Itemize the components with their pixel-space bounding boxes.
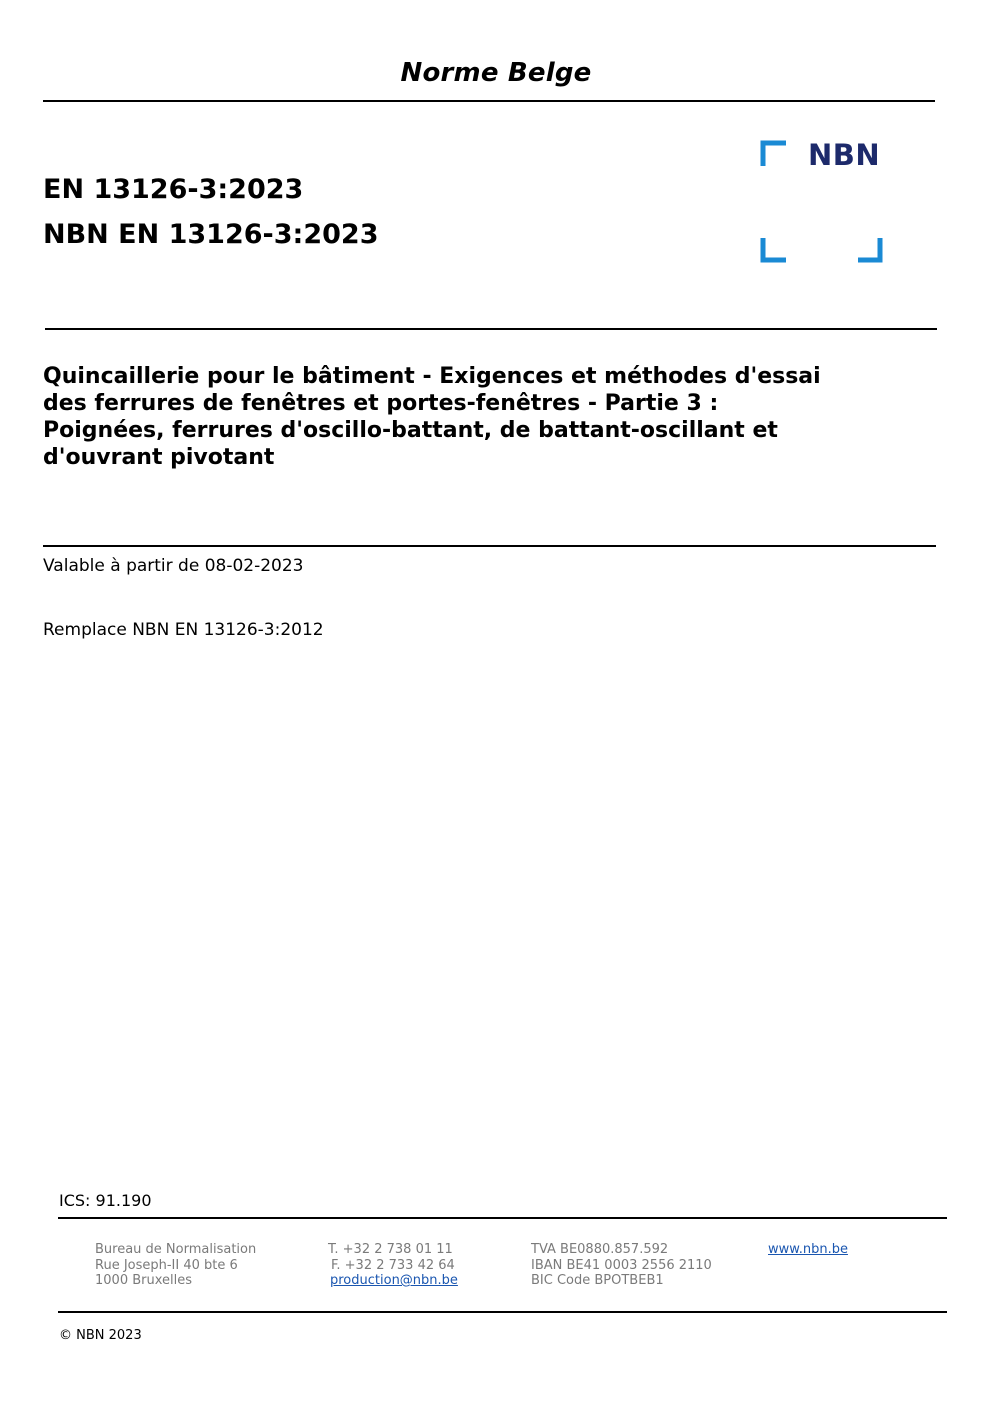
nbn-logo-text: NBN [808, 138, 881, 172]
footer-contact [328, 1242, 458, 1289]
title-bottom-divider [43, 545, 936, 547]
header-title: Norme Belge [400, 58, 592, 88]
iban-number: IBAN BE41 0003 2556 2110 [531, 1257, 712, 1273]
footer-bottom-divider [58, 1311, 947, 1313]
header-divider [43, 100, 935, 102]
footer-top-divider [58, 1217, 947, 1219]
nbn-standard-number: NBN EN 13126-3:2023 [43, 219, 379, 250]
address-line: 1000 Bruxelles [95, 1273, 193, 1288]
vat-number: TVA BE0880.857.592 [531, 1242, 669, 1257]
replaces-standard: Remplace NBN EN 13126-3:2012 [43, 620, 324, 640]
footer-web [768, 1242, 848, 1258]
address-line: Bureau de Normalisation [95, 1242, 257, 1257]
title-line: d'ouvrant pivotant [43, 445, 275, 470]
footer-address [95, 1242, 256, 1289]
title-line: Quincaillerie pour le bâtiment - Exigences et méthodes d'essai [43, 364, 821, 389]
fax-number: F. +32 2 733 42 64 [331, 1257, 455, 1273]
phone-number: T. +32 2 738 01 11 [328, 1242, 453, 1257]
en-standard-number: EN 13126-3:2023 [43, 174, 304, 205]
nbn-logo [760, 140, 886, 266]
bic-code: BIC Code BPOTBEB1 [531, 1273, 664, 1288]
ics-code: ICS: 91.190 [59, 1191, 152, 1210]
title-top-divider [45, 328, 937, 330]
validity-date: Valable à partir de 08-02-2023 [43, 556, 304, 576]
title-line: des ferrures de fenêtres et portes-fenêtres - Partie 3 : [43, 391, 719, 416]
copyright: © NBN 2023 [59, 1328, 142, 1343]
address-line: Rue Joseph-II 40 bte 6 [95, 1257, 238, 1273]
website-link[interactable]: www.nbn.be [768, 1242, 848, 1257]
title-line: Poignées, ferrures d'oscillo-battant, de battant-oscillant et [43, 418, 778, 443]
footer-bank [531, 1242, 712, 1289]
document-title [43, 363, 913, 471]
email-link[interactable]: production@nbn.be [330, 1273, 458, 1288]
